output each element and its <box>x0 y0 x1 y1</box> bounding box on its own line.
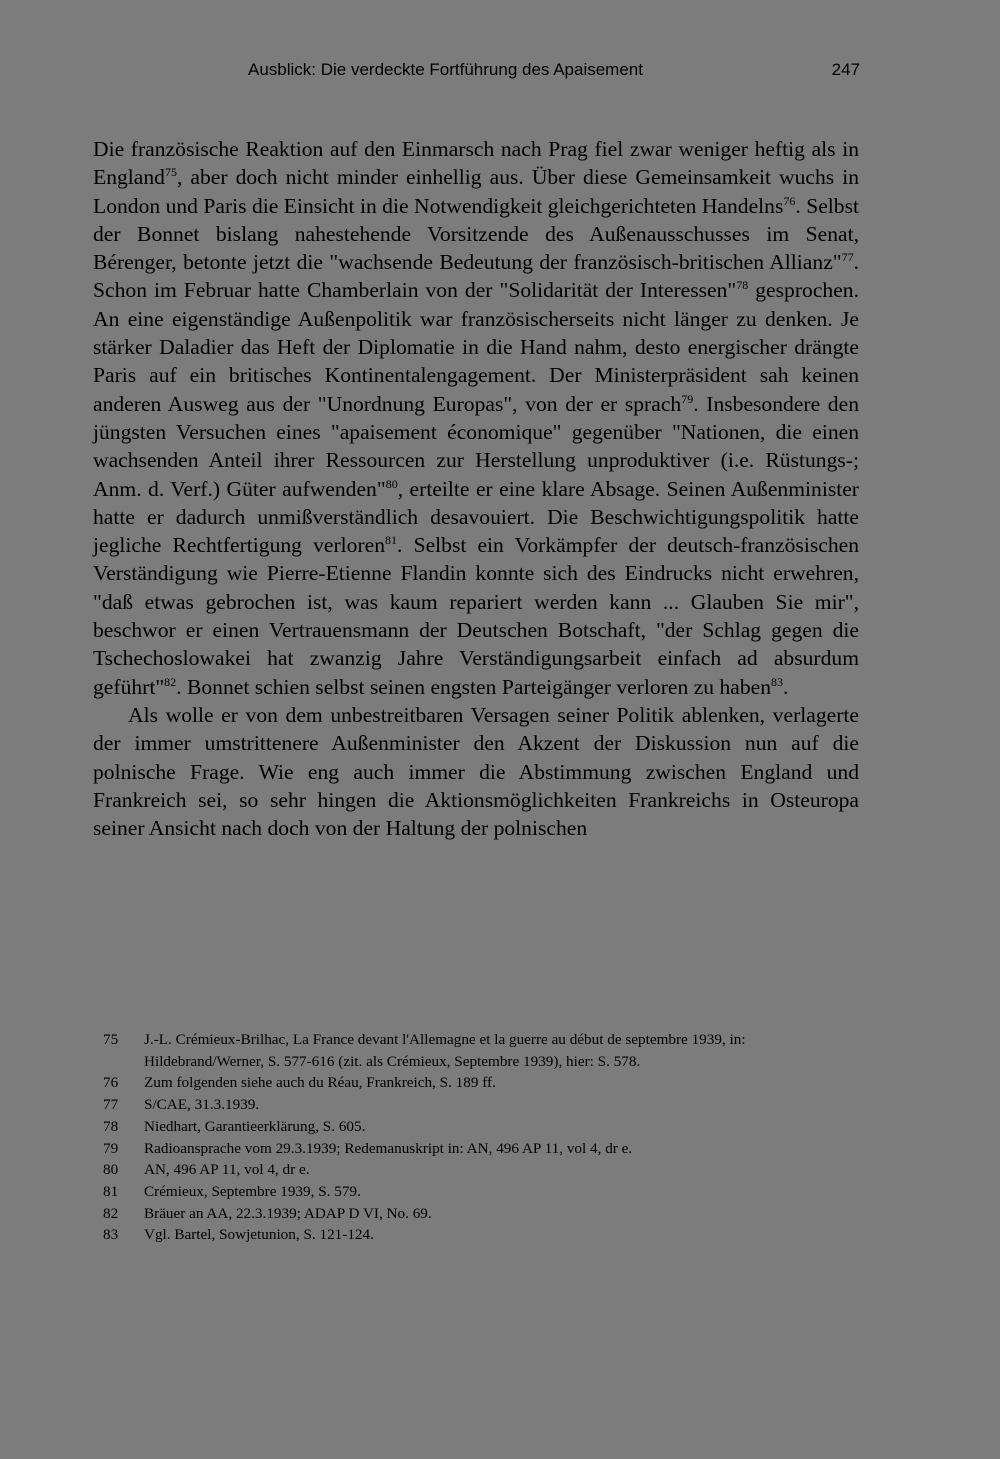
footnote-text: AN, 496 AP 11, vol 4, dr e. <box>144 1161 310 1179</box>
footnote-text: Crémieux, Septembre 1939, S. 579. <box>144 1182 361 1200</box>
footnote-text: Bräuer an AA, 22.3.1939; ADAP D VI, No. 69. <box>144 1204 432 1222</box>
text-run: . Selbst der Bonnet bislang nahestehende Vorsitzende des Außenausschusses im Senat, Bérenger, betonte jetzt die "wachsende Bedeutung der französisch-britischen Allianz" <box>93 193 859 275</box>
text-run: . Selbst ein Vorkämpfer der deutsch-französischen Verständigung wie Pierre-Etienne Flandin konnte sich des Eindrucks nicht erwehren, "daß etwas gebrochen ist, was kaum repariert werden kann ... Glauben Sie mir", beschwor er einen Vertrauensmann der Deutschen Botschaft, "der Schlag gegen die Tschechoslowakei hat zwanzig Jahre Verständigungsarbeit einfach ad absurdum geführt" <box>93 533 859 699</box>
text-run: . Insbesondere den jüngsten Versuchen eines "apaisement économique" gegenüber "Nationen, die einen wachsenden Anteil ihrer Ressourcen zur Herstellung unproduktiver (i.e. Rüstungs-; Anm. d. Verf.) Güter aufwenden" <box>93 391 859 501</box>
footnote-ref-81[interactable]: 81 <box>385 532 398 547</box>
footnote-79 <box>103 1138 863 1160</box>
footnote-text: Vgl. Bartel, Sowjetunion, S. 121-124. <box>144 1226 374 1244</box>
text-run: . Schon im Februar hatte Chamberlain von der "Solidarität der Interessen" <box>93 250 859 303</box>
footnote-text: J.-L. Crémieux-Brilhac, La France devant l'Allemagne et la guerre au début de septembre 1939, in: Hildebrand/Werner, S. 577-616 (zit. als Crémieux, Septembre 1939), hier: S. 578. <box>144 1031 746 1070</box>
text-run: , aber doch nicht minder einhellig aus. Über diese Gemeinsamkeit wuchs in London und Paris die Einsicht in die Notwendigkeit gleichgerichteten Handelns <box>93 165 859 218</box>
footnote-ref-75[interactable]: 75 <box>164 165 177 180</box>
footnote-number: 76 <box>103 1074 119 1092</box>
footnote-ref-77[interactable]: 77 <box>841 250 854 264</box>
footnote-number: 82 <box>103 1204 119 1222</box>
paragraph-2: Als wolle er von dem unbestreitbaren Versagen seiner Politik ablenken, verlagerte der immer umstrittenere Außenminister den Akzent der Diskussion nun auf die polnische Frage. Wie eng auch immer die Abstimmung zwischen England und Frankreich sei, so sehr hingen die Aktionsmöglichkeiten Frankreichs in Osteuropa seiner Ansicht nach doch von der Haltung der polnischen <box>93 702 859 841</box>
page-number: 247 <box>831 60 860 79</box>
footnote-ref-78[interactable]: 78 <box>736 278 749 293</box>
body-text <box>93 135 859 842</box>
text-run: Die französische Reaktion auf den Einmarsch nach Prag fiel zwar weniger heftig als in England <box>93 137 859 190</box>
footnote-80 <box>103 1159 863 1181</box>
footnote-82 <box>103 1203 863 1225</box>
footnote-ref-80[interactable]: 80 <box>385 476 398 491</box>
text-run: gesprochen. An eine eigenständige Außenpolitik war französischerseits nicht länger zu denken. Je stärker Daladier das Heft der Diplomatie in die Hand nahm, desto energischer drängte Paris auf ein britisches Kontinentalengagement. Der Ministerpräsident sah keinen anderen Ausweg aus der "Unordnung Europas", von der er sprach <box>93 278 859 416</box>
footnote-ref-83[interactable]: 83 <box>771 674 784 689</box>
footnote-number: 83 <box>103 1226 119 1244</box>
text-run: . Bonnet schien selbst seinen engsten Parteigänger verloren zu haben <box>176 674 772 699</box>
footnote-ref-76[interactable]: 76 <box>783 193 796 208</box>
text-run: . <box>783 674 789 699</box>
footnote-number: 75 <box>103 1031 119 1048</box>
footnote-77 <box>103 1094 863 1116</box>
footnote-number: 79 <box>103 1139 119 1157</box>
footnote-78 <box>103 1116 863 1138</box>
footnote-text: Niedhart, Garantieerklärung, S. 605. <box>144 1117 366 1135</box>
footnote-81 <box>103 1181 863 1203</box>
footnote-83 <box>103 1224 863 1246</box>
footnote-ref-82[interactable]: 82 <box>164 674 177 689</box>
running-title: Ausblick: Die verdeckte Fortführung des Apaisement <box>248 60 643 79</box>
footnote-number: 78 <box>103 1117 119 1135</box>
footnotes <box>103 1029 863 1246</box>
footnote-number: 80 <box>103 1161 119 1179</box>
paragraph-1 <box>93 135 859 701</box>
text-run: , erteilte er eine klare Absage. Seinen Außenminister hatte er dadurch unmißverständlich desavouiert. Die Beschwichtigungspolitik hatte jegliche Rechtfertigung verloren <box>93 476 859 558</box>
footnote-text: Zum folgenden siehe auch du Réau, Frankreich, S. 189 ff. <box>144 1074 496 1092</box>
footnote-text: Radioansprache vom 29.3.1939; Redemanuskript in: AN, 496 AP 11, vol 4, dr e. <box>144 1139 633 1157</box>
footnote-text: S/CAE, 31.3.1939. <box>144 1096 260 1114</box>
footnote-75 <box>103 1029 863 1072</box>
footnote-number: 81 <box>103 1182 119 1200</box>
footnote-number: 77 <box>103 1096 119 1114</box>
footnote-76 <box>103 1072 863 1094</box>
footnote-ref-79[interactable]: 79 <box>681 391 694 406</box>
